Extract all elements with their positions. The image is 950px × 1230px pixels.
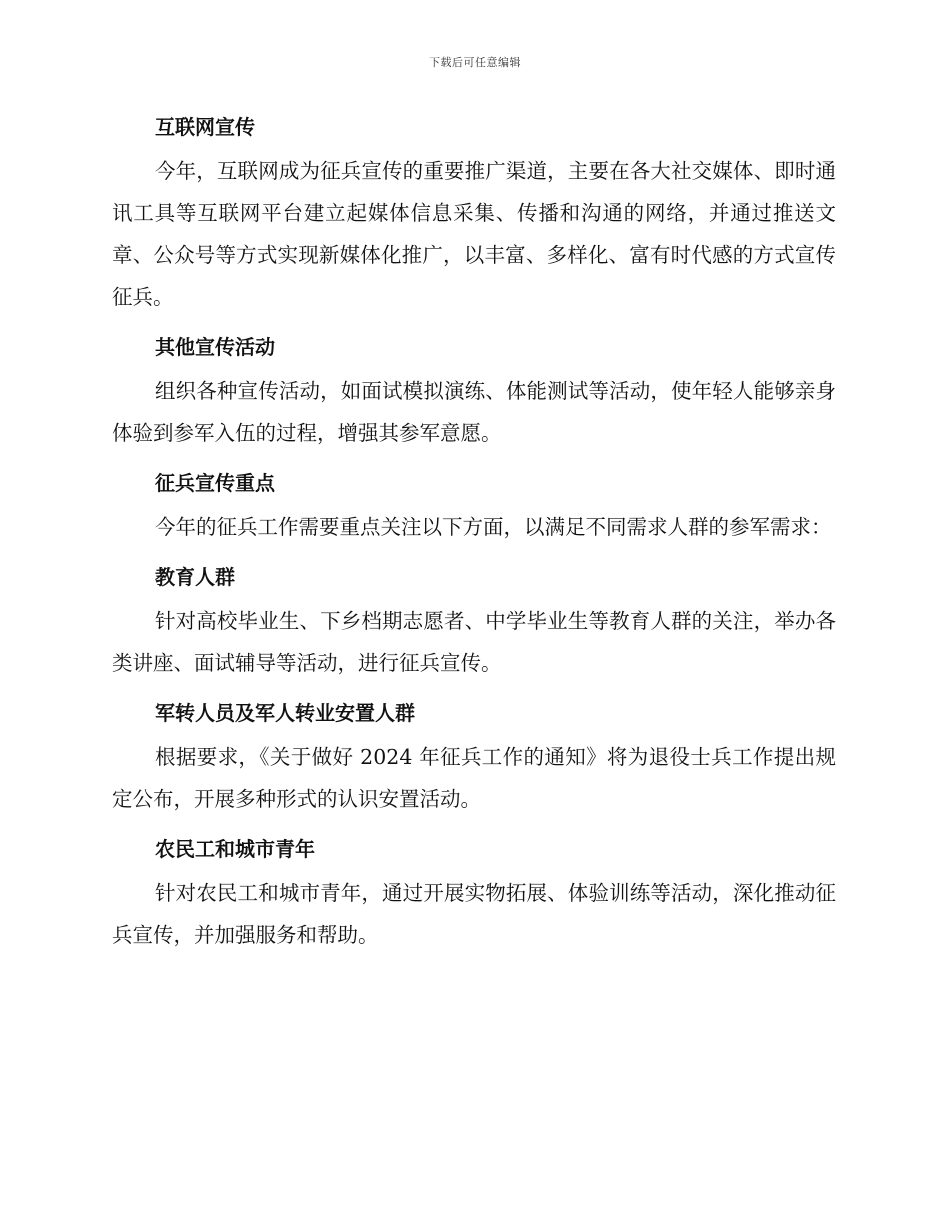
section-heading: 其他宣传活动 [155, 335, 275, 359]
section-paragraph: 组织各种宣传活动，如面试模拟演练、体能测试等活动，使年轻人能够亲身体验到参军入伍的过程，增强其参军意愿。 [112, 379, 836, 445]
section-paragraph: 今年的征兵工作需要重点关注以下方面，以满足不同需求人群的参军需求： [155, 515, 832, 539]
section-other-activities [112, 328, 836, 454]
section-paragraph: 根据要求，《关于做好 2024 年征兵工作的通知》将为退役士兵工作提出规定公布，开展多种形式的认识安置活动。 [112, 745, 836, 811]
section-heading: 征兵宣传重点 [155, 471, 275, 495]
section-migrant-youth [112, 830, 836, 956]
section-paragraph: 今年，互联网成为征兵宣传的重要推广渠道，主要在各大社交媒体、即时通讯工具等互联网平台建立起媒体信息采集、传播和沟通的网络，并通过推送文章、公众号等方式实现新媒体化推广，以丰富、多样化、富有时代感的方式宣传征兵。 [112, 159, 836, 309]
section-education [112, 558, 836, 684]
section-heading: 互联网宣传 [155, 115, 255, 139]
section-internet [112, 108, 836, 318]
section-paragraph: 针对高校毕业生、下乡档期志愿者、中学毕业生等教育人群的关注，举办各类讲座、面试辅导等活动，进行征兵宣传。 [112, 609, 836, 675]
section-veterans [112, 694, 836, 820]
section-paragraph: 针对农民工和城市青年，通过开展实物拓展、体验训练等活动，深化推动征兵宣传，并加强服务和帮助。 [112, 881, 836, 947]
document-body [112, 108, 836, 966]
page-header: 下载后可任意编辑 [429, 56, 521, 69]
section-heading: 农民工和城市青年 [155, 837, 315, 861]
section-heading: 教育人群 [155, 565, 235, 589]
section-focus [112, 464, 836, 548]
section-heading: 军转人员及军人转业安置人群 [155, 701, 415, 725]
